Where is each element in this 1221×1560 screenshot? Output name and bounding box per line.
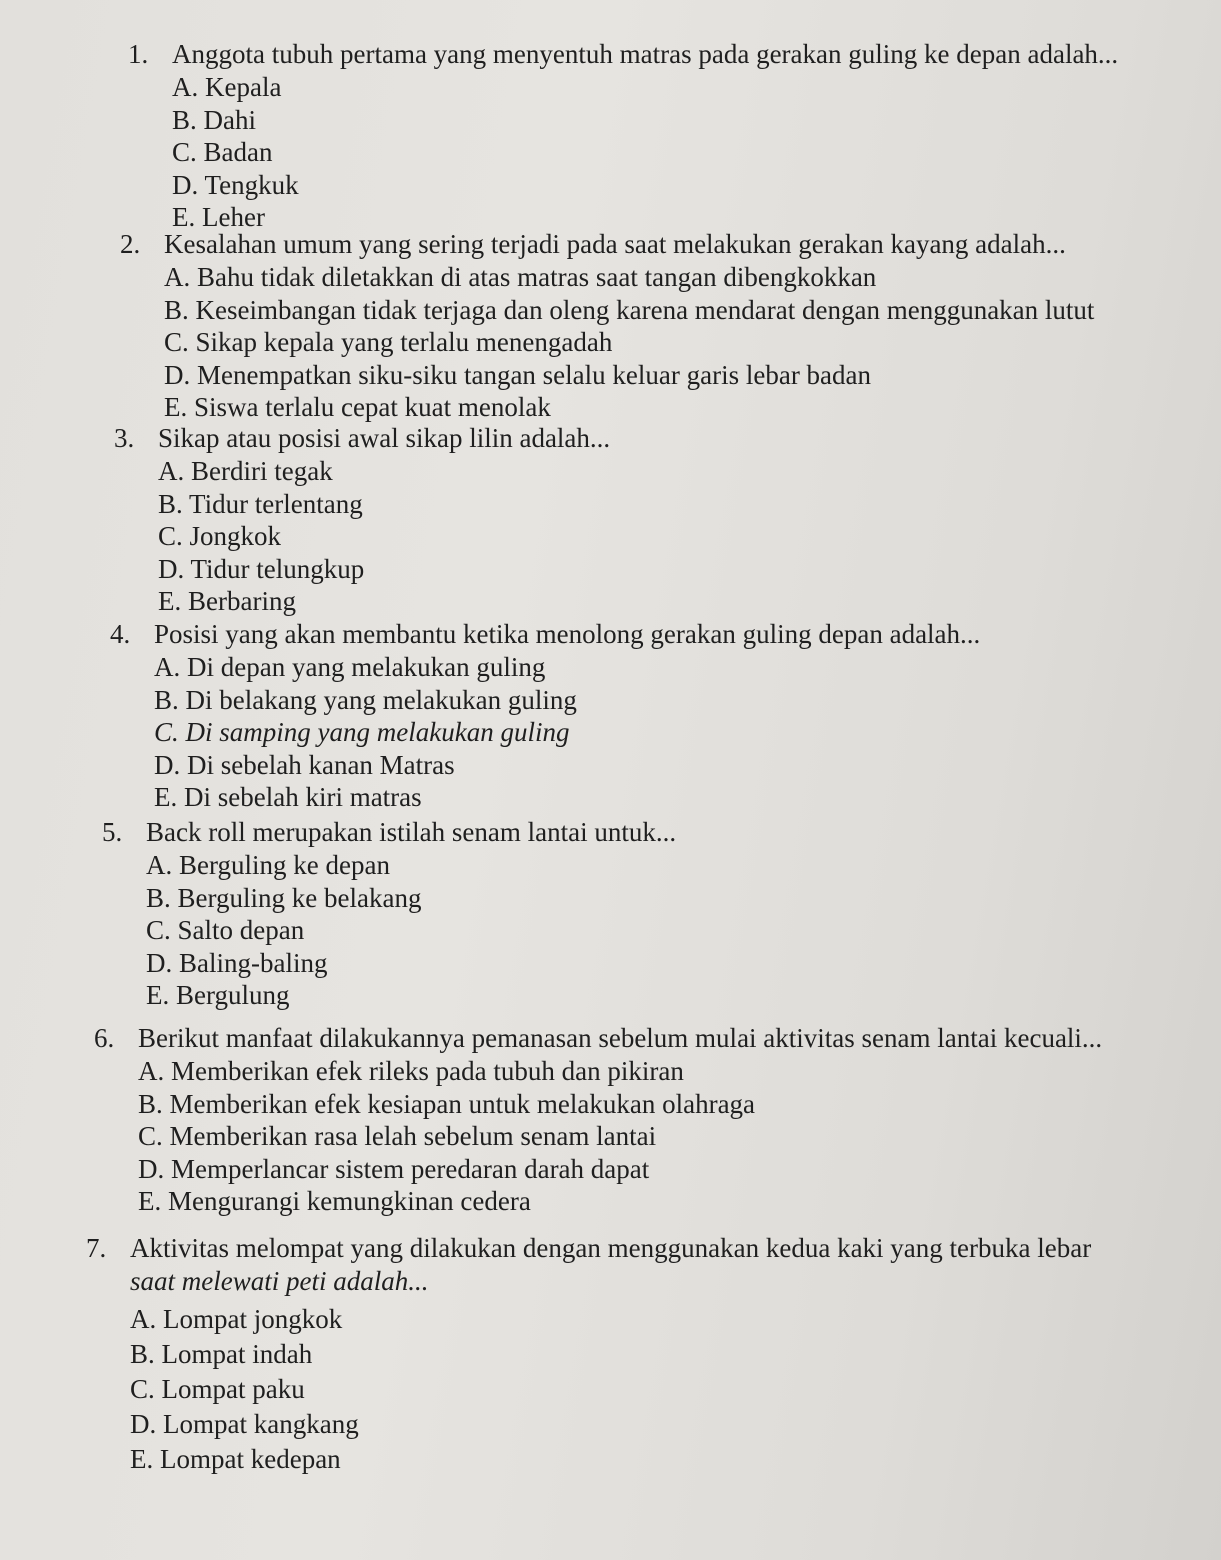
- question-3: [114, 422, 610, 618]
- option-list: [120, 261, 1094, 424]
- question-7: [86, 1232, 1091, 1477]
- question-number: 1.: [128, 39, 149, 69]
- option-e: E. Siswa terlalu cepat kuat menolak: [164, 392, 551, 422]
- question-stem: [120, 228, 1094, 261]
- question-1: [128, 38, 1118, 234]
- option-b: B. Keseimbangan tidak terjaga dan oleng karena mendarat dengan menggunakan lutut: [164, 294, 1095, 325]
- option-a: A. Lompat jongkok: [130, 1304, 343, 1334]
- option-b: B. Memberikan efek kesiapan untuk melakukan olahraga: [138, 1088, 756, 1119]
- option-b: B. Di belakang yang melakukan guling: [154, 684, 577, 715]
- option-list: [102, 849, 676, 1012]
- question-text: Posisi yang akan membantu ketika menolong gerakan guling depan adalah...: [154, 619, 981, 649]
- question-5: [102, 816, 676, 1012]
- question-number: 5.: [102, 817, 123, 847]
- question-stem: [114, 422, 610, 455]
- option-d: D. Menempatkan siku-siku tangan selalu keluar garis lebar badan: [164, 359, 872, 390]
- option-list: [86, 1302, 1091, 1477]
- option-c: C. Di samping yang melakukan guling: [154, 717, 570, 747]
- option-d: D. Lompat kangkang: [130, 1409, 359, 1439]
- option-c: C. Badan: [172, 137, 273, 167]
- option-c: C. Lompat paku: [130, 1374, 305, 1404]
- option-list: [114, 455, 610, 618]
- option-d: D. Tengkuk: [172, 169, 299, 200]
- question-text: Aktivitas melompat yang dilakukan dengan menggunakan kedua kaki yang terbuka lebar: [130, 1233, 1092, 1263]
- question-number: 6.: [94, 1023, 115, 1053]
- option-e: E. Di sebelah kiri matras: [154, 782, 422, 812]
- option-e: E. Berbaring: [158, 586, 296, 616]
- option-e: E. Bergulung: [146, 980, 290, 1010]
- option-list: [128, 71, 1118, 234]
- question-6: [94, 1022, 1102, 1218]
- option-a: A. Memberikan efek rileks pada tubuh dan pikiran: [138, 1056, 684, 1086]
- option-a: A. Bahu tidak diletakkan di atas matras saat tangan dibengkokkan: [164, 262, 877, 292]
- question-stem: [94, 1022, 1102, 1055]
- option-d: D. Tidur telungkup: [158, 553, 365, 584]
- question-text: Back roll merupakan istilah senam lantai untuk...: [146, 817, 677, 847]
- option-list: [110, 651, 980, 814]
- option-e: E. Lompat kedepan: [130, 1444, 341, 1474]
- question-stem: [110, 618, 980, 651]
- option-c: C. Memberikan rasa lelah sebelum senam lantai: [138, 1121, 657, 1151]
- question-number: 2.: [120, 229, 141, 259]
- question-stem: [86, 1232, 1091, 1298]
- option-d: D. Di sebelah kanan Matras: [154, 749, 455, 780]
- question-text: Berikut manfaat dilakukannya pemanasan sebelum mulai aktivitas senam lantai kecuali...: [138, 1023, 1103, 1053]
- question-text: Anggota tubuh pertama yang menyentuh matras pada gerakan guling ke depan adalah...: [172, 39, 1119, 69]
- option-b: B. Lompat indah: [130, 1339, 313, 1369]
- question-text: Kesalahan umum yang sering terjadi pada saat melakukan gerakan kayang adalah...: [164, 229, 1066, 259]
- option-b: B. Berguling ke belakang: [146, 882, 422, 913]
- option-a: A. Berdiri tegak: [158, 456, 333, 486]
- option-c: C. Salto depan: [146, 915, 305, 945]
- question-2: [120, 228, 1094, 424]
- question-stem: [128, 38, 1118, 71]
- question-4: [110, 618, 980, 814]
- option-list: [94, 1055, 1102, 1218]
- question-text-continued: saat melewati peti adalah...: [130, 1266, 429, 1296]
- option-a: A. Di depan yang melakukan guling: [154, 652, 546, 682]
- option-e: E. Mengurangi kemungkinan cedera: [138, 1186, 531, 1216]
- question-number: 7.: [86, 1233, 107, 1263]
- option-b: B. Dahi: [172, 104, 256, 135]
- option-d: D. Memperlancar sistem peredaran darah dapat: [138, 1153, 650, 1184]
- option-c: C. Jongkok: [158, 521, 282, 551]
- option-a: A. Berguling ke depan: [146, 850, 390, 880]
- option-d: D. Baling-baling: [146, 947, 328, 978]
- question-number: 4.: [110, 619, 131, 649]
- question-stem: [102, 816, 676, 849]
- option-c: C. Sikap kepala yang terlalu menengadah: [164, 327, 613, 357]
- option-b: B. Tidur terlentang: [158, 488, 363, 519]
- question-number: 3.: [114, 423, 135, 453]
- option-a: A. Kepala: [172, 72, 282, 102]
- question-text: Sikap atau posisi awal sikap lilin adalah...: [158, 423, 611, 453]
- option-e: E. Leher: [172, 202, 265, 232]
